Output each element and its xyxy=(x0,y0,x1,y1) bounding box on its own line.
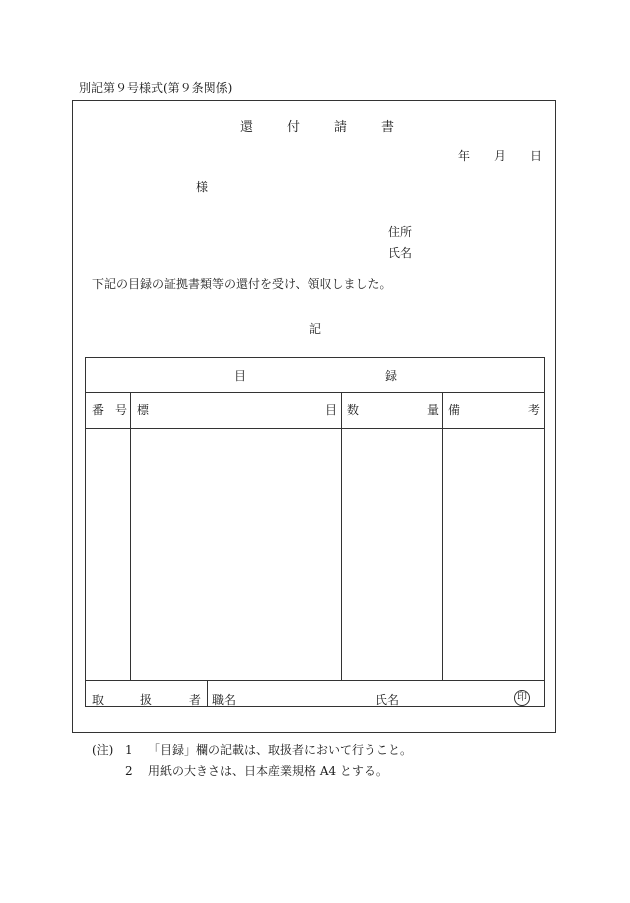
title-char-3: 請 xyxy=(334,120,348,135)
note-2-text: 用紙の大きさは、日本産業規格 A4 とする。 xyxy=(148,764,388,778)
inventory-title-char-2: 録 xyxy=(385,369,398,383)
col-quantity-char-1: 数 xyxy=(347,403,360,417)
seal-mark: 印 xyxy=(514,690,530,706)
table-divider-handler xyxy=(85,680,545,681)
table-divider-columns xyxy=(85,428,545,429)
ki-label: 記 xyxy=(309,322,322,336)
col-quantity-char-2: 量 xyxy=(427,403,440,417)
col-item-char-2: 目 xyxy=(325,403,338,417)
note-1-number: 1 xyxy=(125,743,133,757)
table-col-line-1 xyxy=(130,392,131,680)
title-char-2: 付 xyxy=(287,120,301,135)
form-label: 別記第９号様式(第９条関係) xyxy=(79,81,233,95)
date-day: 日 xyxy=(530,149,543,163)
col-number-char-1: 番 xyxy=(92,403,105,417)
title-char-4: 書 xyxy=(381,120,395,135)
note-1-text: 「目録」欄の記載は、取扱者において行うこと。 xyxy=(148,743,413,757)
date-month: 月 xyxy=(494,149,507,163)
inventory-title-char-1: 目 xyxy=(234,369,247,383)
table-col-line-2 xyxy=(341,392,342,680)
statement: 下記の目録の証拠書類等の還付を受け、領収しました。 xyxy=(92,277,392,291)
col-item-char-1: 標 xyxy=(137,403,150,417)
col-number-char-2: 号 xyxy=(115,403,128,417)
table-divider-header xyxy=(85,392,545,393)
address-label: 住所 xyxy=(388,225,413,239)
notes-prefix: (注) xyxy=(92,743,114,757)
handler-name-label: 氏名 xyxy=(375,693,400,707)
handler-char-3: 者 xyxy=(189,693,202,707)
handler-position-label: 職名 xyxy=(212,693,237,707)
addressee-suffix: 様 xyxy=(196,180,209,194)
handler-divider xyxy=(207,680,208,707)
col-remarks-char-1: 備 xyxy=(448,403,461,417)
table-col-line-3 xyxy=(442,392,443,680)
name-label: 氏名 xyxy=(388,246,413,260)
handler-char-1: 取 xyxy=(92,693,105,707)
title-char-1: 還 xyxy=(240,120,254,135)
date-year: 年 xyxy=(458,149,471,163)
inventory-table xyxy=(85,357,545,707)
col-remarks-char-2: 考 xyxy=(528,403,541,417)
note-2-number: 2 xyxy=(125,764,133,778)
handler-char-2: 扱 xyxy=(140,693,153,707)
